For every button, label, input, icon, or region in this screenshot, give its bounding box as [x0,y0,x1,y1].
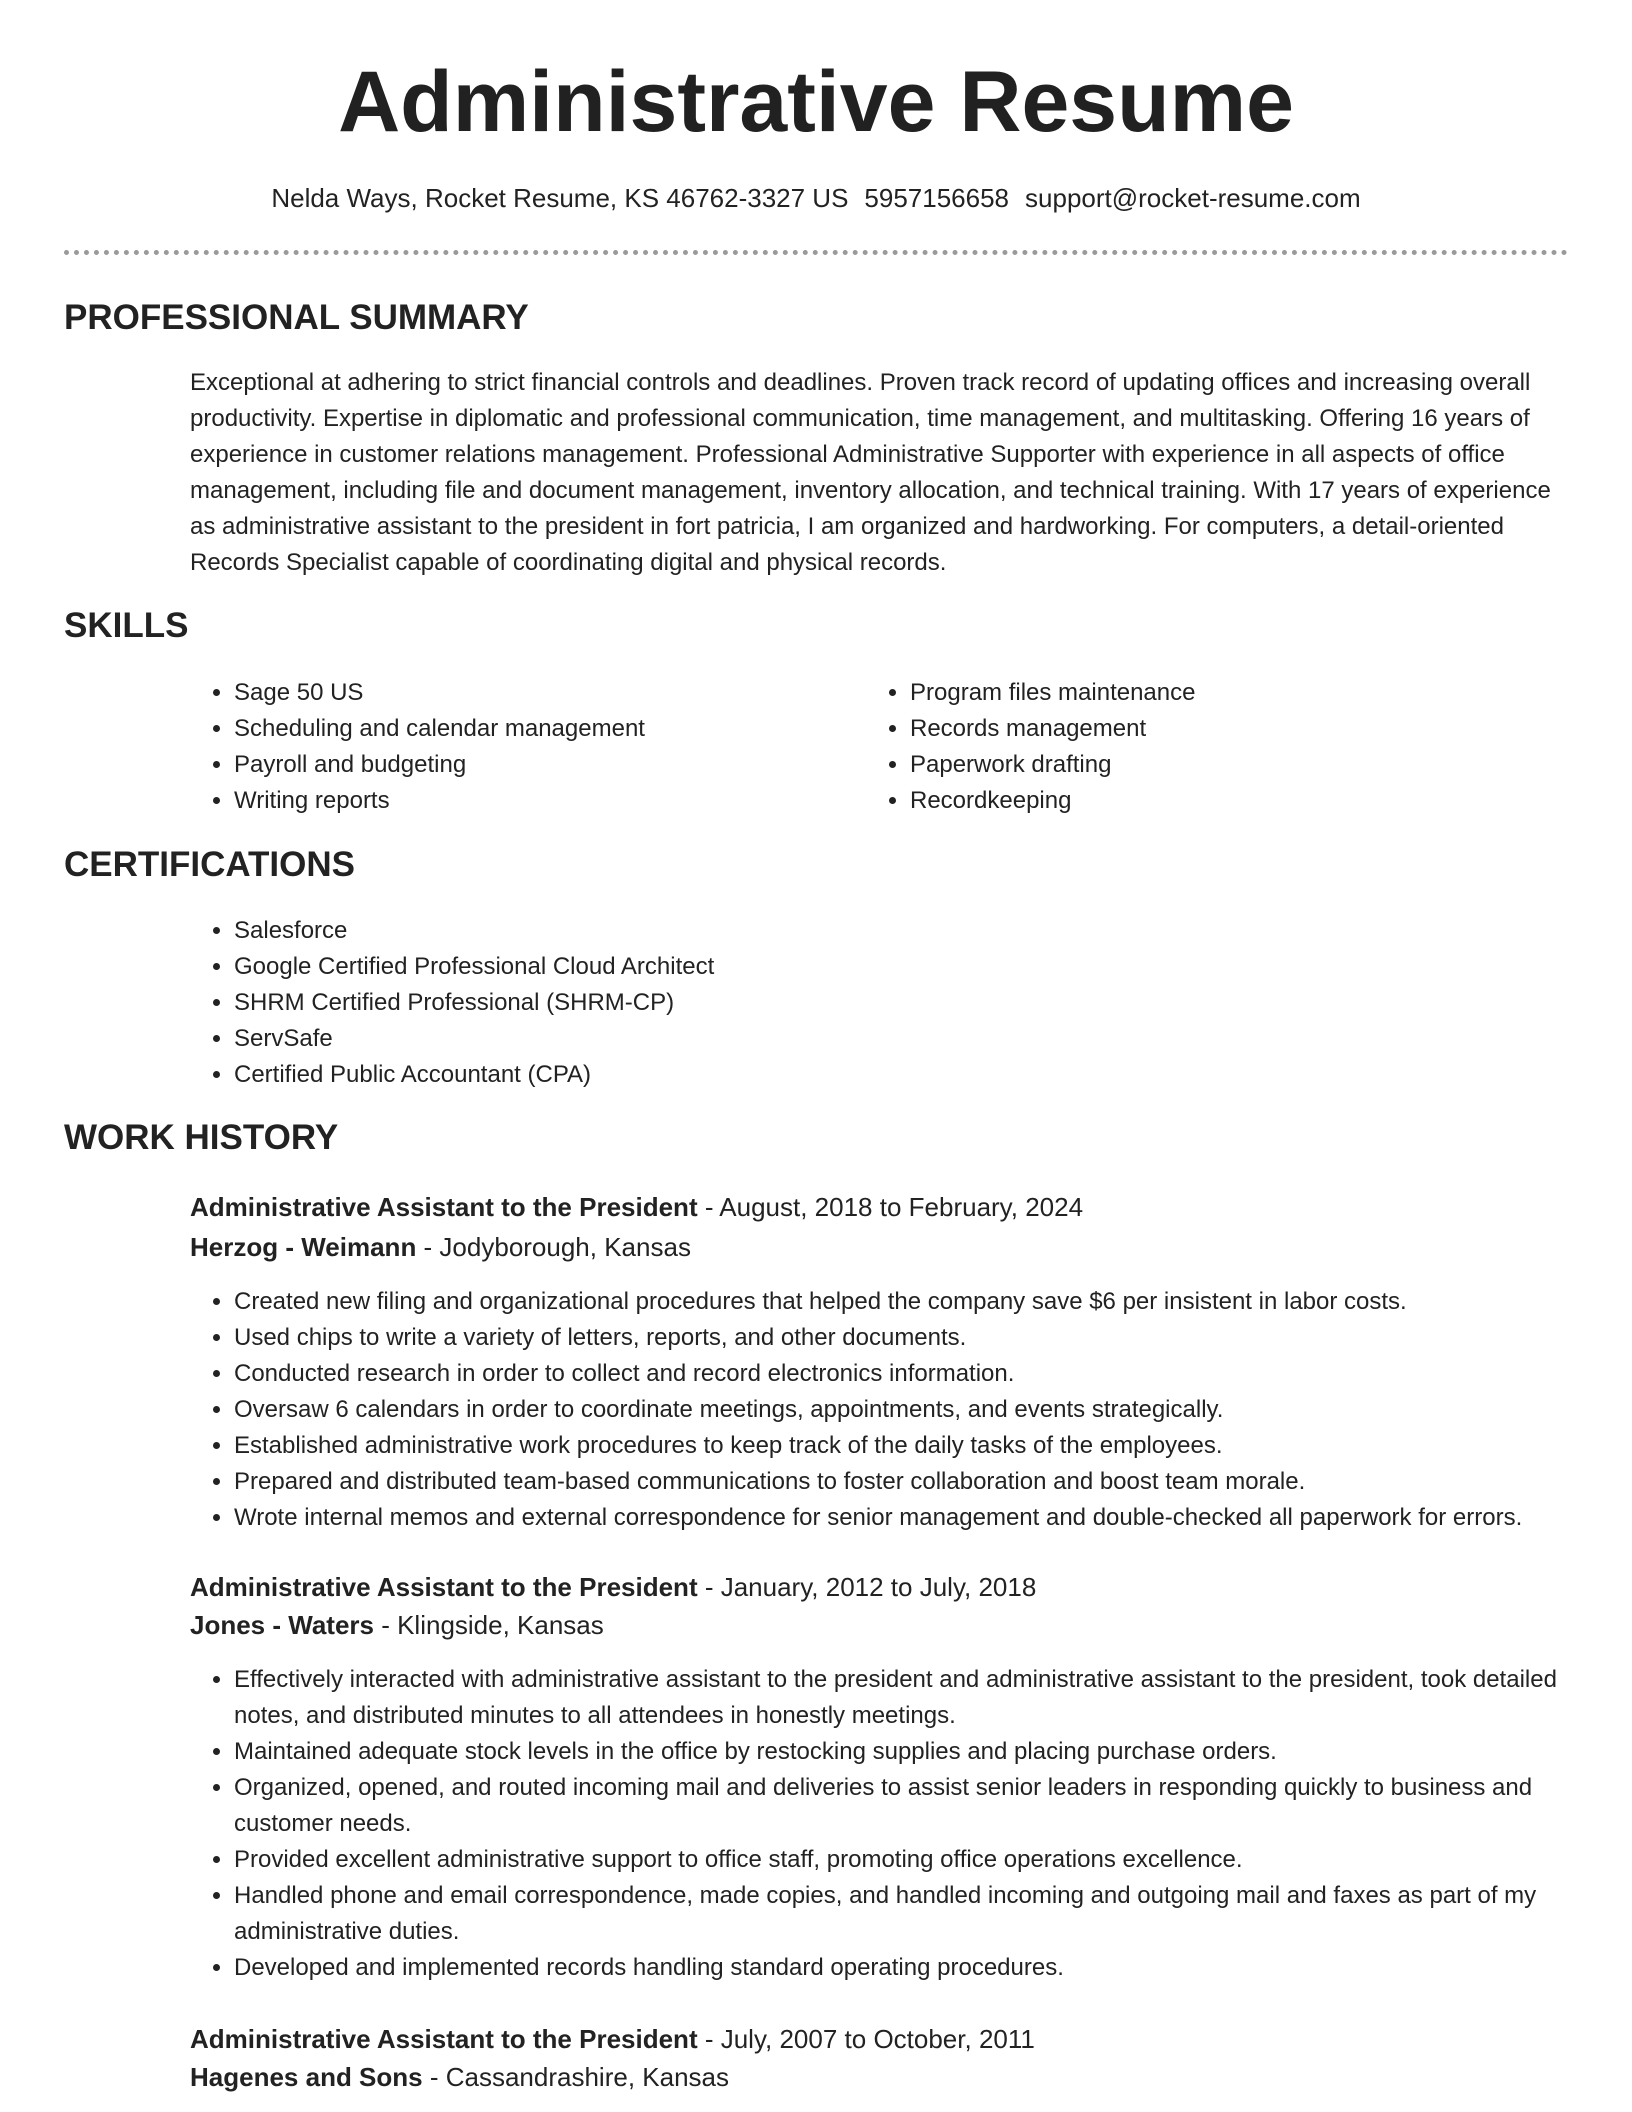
job-title: Administrative Assistant to the President [190,2024,698,2054]
job-dates: - August, 2018 to February, 2024 [697,1192,1084,1222]
list-item: • ServSafe [234,1021,1534,1057]
job-dates: - July, 2007 to October, 2011 [697,2024,1035,2054]
list-item: • Salesforce [234,913,1534,949]
list-item: • Writing reports [234,783,854,819]
job-bullets [190,1284,1632,1536]
section-heading-certifications: CERTIFICATIONS [64,845,356,884]
job-location: - Cassandrashire, Kansas [422,2062,729,2092]
job-location: - Jodyborough, Kansas [416,1232,691,1262]
list-item: • Program files maintenance [910,675,1530,711]
job-company-line [190,2058,729,2096]
list-item: • Payroll and budgeting [234,747,854,783]
job-dates: - January, 2012 to July, 2018 [697,1572,1037,1602]
job-title: Administrative Assistant to the President [190,1572,698,1602]
summary-text: Exceptional at adhering to strict financial controls and deadlines. Proven track record of updating offices and increasing overall productivity. Expertise in diplomatic and professional communication, time management, and multitasking. Offering 16 years of experience in customer relations management. Professional Administrative Supporter with experience in all aspects of office management, including file and document management, inventory allocation, and technical training. With 17 years of experience as administrative assistant to the president in fort patricia, I am organized and hardworking. For computers, a detail-oriented Records Specialist capable of coordinating digital and physical records. [190,369,1551,576]
list-item: • Maintained adequate stock levels in the office by restocking supplies and placing purchase orders. [234,1734,1594,1770]
job-company-line [190,1228,691,1266]
skills-list-right [866,675,1530,819]
list-item: • Used chips to write a variety of letters, reports, and other documents. [234,1320,1632,1356]
skills-list-left [190,675,854,819]
contact-address: Nelda Ways, Rocket Resume, KS 46762-3327 US [271,183,849,213]
list-item: • Recordkeeping [910,783,1530,819]
list-item: • Handled phone and email correspondence, made copies, and handled incoming and outgoing mail and faxes as part of my administrative duties. [234,1878,1594,1950]
job-company-line [190,1606,604,1644]
list-item: • Conducted research in order to collect and record electronics information. [234,1356,1632,1392]
list-item: • SHRM Certified Professional (SHRM-CP) [234,985,1534,1021]
list-item: • Records management [910,711,1530,747]
job-title-line [190,1568,1036,1606]
list-item: • Google Certified Professional Cloud Architect [234,949,1534,985]
resume-title: Administrative Resume [338,54,1294,150]
header-divider [64,250,1568,255]
job-company: Hagenes and Sons [190,2062,423,2092]
list-item: • Sage 50 US [234,675,854,711]
list-item: • Certified Public Accountant (CPA) [234,1057,1534,1093]
contact-line [0,180,1632,216]
section-heading-skills: SKILLS [64,606,189,645]
list-item: • Developed and implemented records handling standard operating procedures. [234,1950,1594,1986]
list-item: • Paperwork drafting [910,747,1530,783]
job-location: - Klingside, Kansas [373,1610,604,1640]
list-item: • Effectively interacted with administrative assistant to the president and administrative assistant to the president, took detailed notes, and distributed minutes to all attendees in honestly meetings. [234,1662,1594,1734]
list-item: • Scheduling and calendar management [234,711,854,747]
section-heading-summary: PROFESSIONAL SUMMARY [64,298,529,337]
job-title-line [190,1188,1083,1226]
contact-email: support@rocket-resume.com [1025,183,1361,213]
job-bullets [190,1662,1594,1986]
list-item: • Oversaw 6 calendars in order to coordinate meetings, appointments, and events strategically. [234,1392,1632,1428]
section-heading-work-history: WORK HISTORY [64,1118,339,1157]
list-item: • Organized, opened, and routed incoming mail and deliveries to assist senior leaders in responding quickly to business and customer needs. [234,1770,1594,1842]
job-title-line [190,2020,1035,2058]
list-item: • Provided excellent administrative support to office staff, promoting office operations excellence. [234,1842,1594,1878]
job-company: Jones - Waters [190,1610,374,1640]
list-item: • Wrote internal memos and external correspondence for senior management and double-checked all paperwork for errors. [234,1500,1632,1536]
list-item: • Prepared and distributed team-based communications to foster collaboration and boost team morale. [234,1464,1632,1500]
job-title: Administrative Assistant to the President [190,1192,698,1222]
job-company: Herzog - Weimann [190,1232,417,1262]
certifications-list [190,913,1534,1093]
contact-phone: 5957156658 [864,183,1010,213]
list-item: • Created new filing and organizational procedures that helped the company save $6 per insistent in labor costs. [234,1284,1632,1320]
list-item: • Established administrative work procedures to keep track of the daily tasks of the employees. [234,1428,1632,1464]
